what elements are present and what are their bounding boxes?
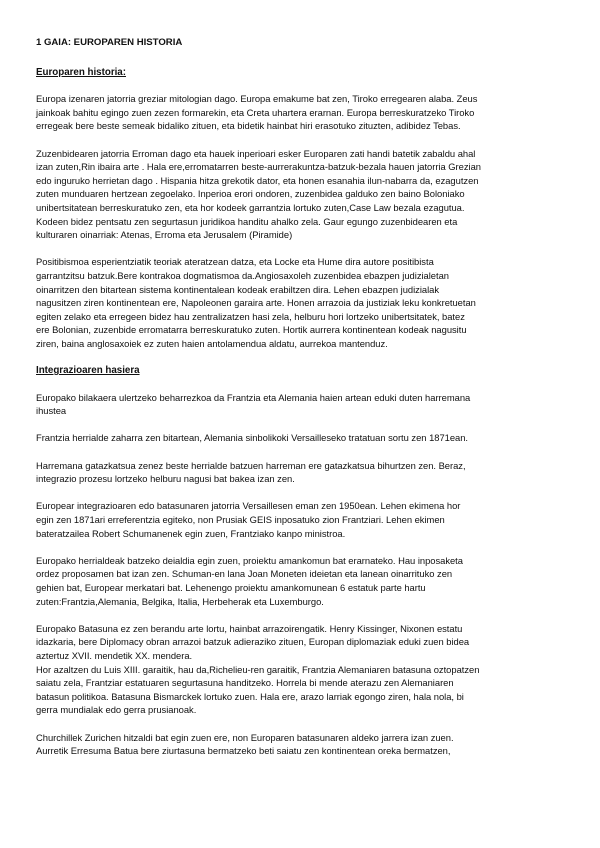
text-line: izan zuten,Rin ibaira arte . Hala ere,erromatarren beste-aurrerakuntza-batzuk-bezala hauen jatorria Grezian xyxy=(36,161,481,173)
document-title: 1 GAIA: EUROPAREN HISTORIA xyxy=(36,37,183,48)
text-line: jainkoak bahitu egingo zuen zezen formarekin, eta Creta uhartera erarnan. Europa berreskuratzeko Tiroko xyxy=(36,106,475,118)
text-line: aztertuz XVII. mendetik XX. mendera. xyxy=(36,649,193,661)
text-line: ordez proposamen bat izan zen. Schuman-en lana Joan Moneten ideietan eta lanean oinarrituko zen xyxy=(36,568,453,580)
document-page xyxy=(36,36,564,771)
text-line: integrazio prozesu lortzeko helburu nagusi bat bakea izan zen. xyxy=(36,473,295,485)
text-line: unibertsitatean berreskuratuko zen, eta hor kodeek garrantzia lortuko zuten,Case Law bezala ezagutua. xyxy=(36,201,465,213)
text-line: Hor azaltzen du Luis XIII. garaitik, hau da,Richelieu-ren garaitik, Frantzia Alemaniaren batasuna oztopatzen xyxy=(36,663,480,675)
text-line: Positibismoa esperientziatik teoriak ateratzean datza, eta Locke eta Hume dira autore positibista xyxy=(36,256,434,268)
text-line: edo inguruko herrietan dago . Hispania hitza grekotik dator, eta honen esanahia ilun-nabarra da, ezagutzen xyxy=(36,174,479,186)
text-line: ihustea xyxy=(36,405,67,417)
text-line: Europako bilakaera ulertzeko beharrezkoa da Frantzia eta Alemania haien artean eduki duten harremana xyxy=(36,391,471,403)
paragraph xyxy=(36,147,564,242)
text-line: egiten zelako eta erregeen bidez hau zentralizatzen hasi zela, helburu hori lortzeko unibertsitatek, batez xyxy=(36,310,465,322)
paragraph xyxy=(36,92,564,133)
text-line: Europako Batasuna ez zen berandu arte lortu, hainbat arrazoirengatik. Henry Kissinger, Nixonen estatu xyxy=(36,622,463,634)
text-line: Europako herrialdeak batzeko deialdia egin zuen, proiektu amankomun bat erarnateko. Hau inposaketa xyxy=(36,554,463,566)
paragraph xyxy=(36,554,564,608)
paragraph xyxy=(36,499,564,540)
paragraph xyxy=(36,431,564,445)
text-line: Churchillek Zurichen hitzaldi bat egin zuen ere, non Europaren batasunaren aldeko jarrera izan zuen. xyxy=(36,731,454,743)
text-line: Kodeen bidez pentsatu zen segurtasun juridikoa handitu ahalko zela. Gaur egungo zuzenbidearen eta xyxy=(36,215,458,227)
text-line: Frantzia herrialde zaharra zen bitartean, Alemania sinbolikoki Versailleseko tratatuan sortu zen 1871ean. xyxy=(36,432,469,444)
text-line: gehien bat, Europear merkatari bat. Lehenengo proiektu amankomunean 6 estatuk parte hartu xyxy=(36,581,426,593)
paragraph xyxy=(36,255,564,350)
text-line: bateratzailea Robert Schumanenek egin zuen, Frantziako kanpo ministroa. xyxy=(36,527,346,539)
section-heading: Integrazioaren hasiera xyxy=(36,365,140,377)
text-line: batasun politikoa. Batasuna Bismarckek lortuko zuen. Hala ere, arazo larriak egongo ziren, hala nola, bi xyxy=(36,690,464,702)
text-line: egin zen 1871ari erreferentzia egiteko, non Prusiak GEIS inposatuko zion Frantziari. Lehen ekimen xyxy=(36,514,445,525)
text-line: Europa izenaren jatorria greziar mitologian dago. Europa emakume bat zen, Tiroko erregearen alaba. Zeus xyxy=(36,93,478,105)
paragraph xyxy=(36,391,564,418)
text-line: nagusitzen ziren kontinentean ere, Napoleonen garaira arte. Honen arrazoia da justiziak leku konkretuetan xyxy=(36,297,476,309)
section-heading: Europaren historia: xyxy=(36,66,126,78)
text-line: erregeak bere beste semeak bidaliko zituen, eta bidetik hainbat hiri erasotuko zituzten, adibidez Tebas. xyxy=(36,120,461,132)
text-line: ere Bolonian, zuzenbide erromatarra berreskuratuko zuten. Hortik aurrera kontinentean kodeak nagusitu xyxy=(36,324,467,336)
text-line: idazkaria, bere Diplomacy obran arrazoi batzuk adieraziko zituen, Europan diplomaziak eduki zuen bidea xyxy=(36,636,470,648)
text-line: ziren, baina anglosaxoiek ez zuten haien antolamendua aldatu, aurrekoa mantenduz. xyxy=(36,337,388,349)
paragraph xyxy=(36,459,564,486)
text-line: oinarritzen den bitartean sistema kontinentalean kodeak erabiltzen dira. Lehen ebazpen judizialak xyxy=(36,283,440,295)
paragraph xyxy=(36,731,564,758)
text-line: gerra mundialak edo gerra prusianoak. xyxy=(36,704,197,716)
paragraph xyxy=(36,622,564,717)
text-line: zuten munduaren hertzean zegoelako. Inperioa erori ondoren, zuzenbidea galduko zen baino Boloniako xyxy=(36,188,465,200)
text-line: zuten:Frantzia,Alemania, Belgika, Italia, Herbeherak eta Luxemburgo. xyxy=(36,595,324,607)
text-line: kulturaren oinarriak: Atenas, Erroma eta Jerusalem (Piramide) xyxy=(36,229,293,241)
text-line: Europear integrazioaren edo batasunaren jatorria Versaillesen eman zen 1950ean. Lehen ekimena hor xyxy=(36,500,461,512)
text-line: Aurretik Erresuma Batua bere ziurtasuna bermatzeko beti saiatu zen kontinentean oreka bermatzen, xyxy=(36,745,451,757)
document-body xyxy=(36,66,564,758)
text-line: saiatu zela, Frantziar estatuaren segurtasuna handitzeko. Horrela bi mende aterazu zen Alemaniaren xyxy=(36,677,454,689)
text-line: Zuzenbidearen jatorria Erroman dago eta hauek inperioari esker Europaren zati handi batetik zabaldu ahal xyxy=(36,147,476,159)
text-line: Harremana gatazkatsua zenez beste herrialde batzuen harreman ere gatazkatsua bihurtzen zen. Beraz, xyxy=(36,459,466,471)
text-line: garrantzitsu batzuk.Bere kontrakoa dogmatismoa da.Angiosaxoleh zuzenbidea ebazpen judizialetan xyxy=(36,269,449,281)
